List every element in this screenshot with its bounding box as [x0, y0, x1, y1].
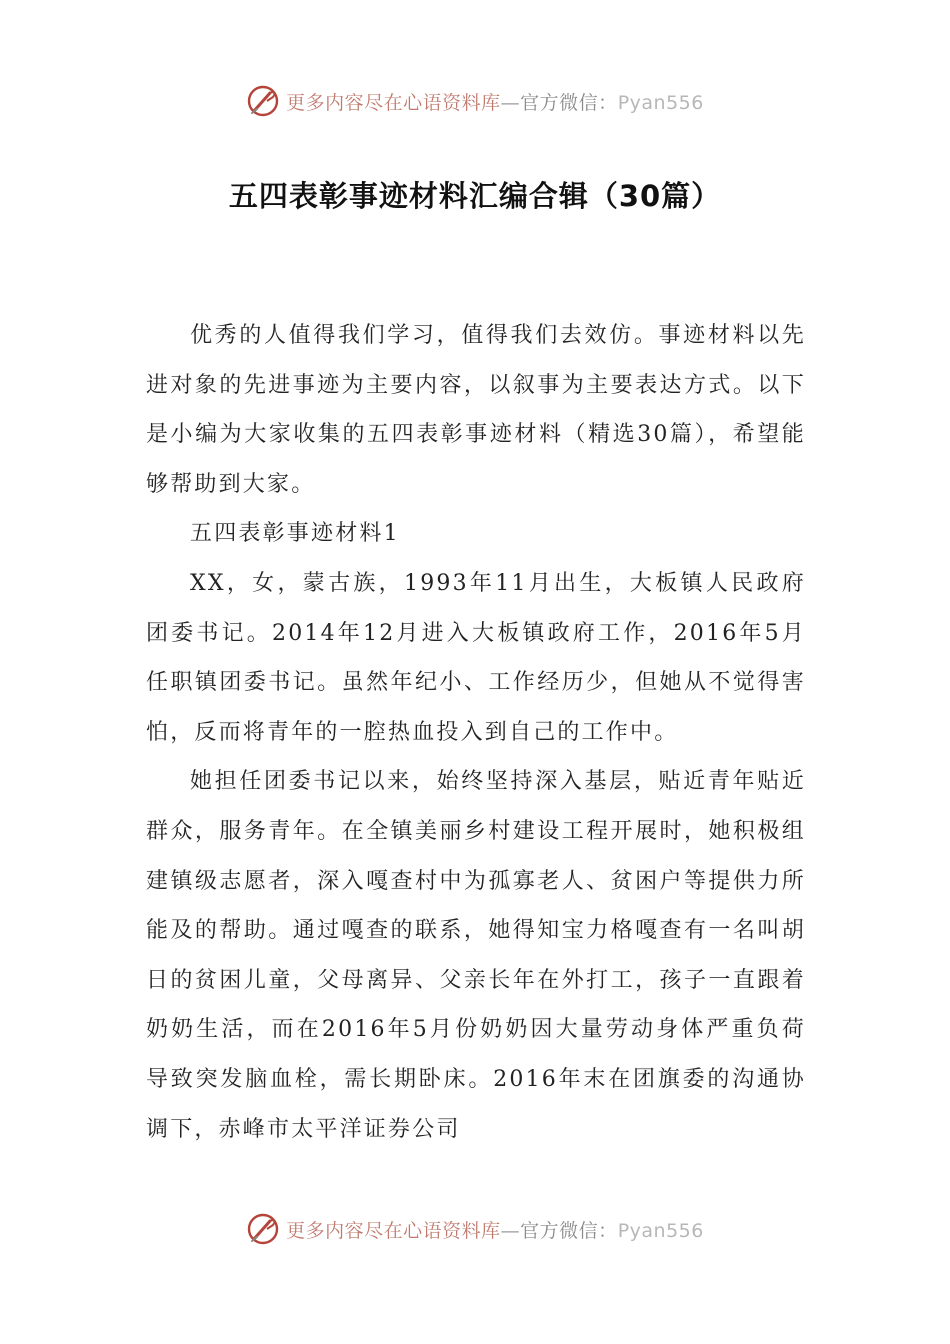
banner-wechat-label: 官方微信：: [520, 91, 618, 114]
document-body: [146, 311, 806, 1154]
banner-dash: —: [500, 91, 521, 114]
quill-logo-icon: [246, 1212, 280, 1246]
header-banner-text: [286, 88, 704, 115]
paragraph: XX，女，蒙古族，1993年11月出生，大板镇人民政府团委书记。2014年12月进入大板镇政府工作，2016年5月任职镇团委书记。虽然年纪小、工作经历少，但她从不觉得害怕，反而将青年的一腔热血投入到自己的工作中。: [146, 570, 806, 745]
paragraph-intro: 优秀的人值得我们学习，值得我们去效仿。事迹材料以先进对象的先进事迹为主要内容，以叙事为主要表达方式。以下是小编为大家收集的五四表彰事迹材料（精选30篇），希望能够帮助到大家。: [146, 323, 806, 497]
footer-banner-text: [286, 1216, 704, 1243]
banner-account: Pyan556: [617, 1219, 704, 1242]
document-title: 五四表彰事迹材料汇编合辑（30篇）: [228, 179, 722, 213]
paragraph: 她担任团委书记以来，始终坚持深入基层，贴近青年贴近群众，服务青年。在全镇美丽乡村建设工程开展时，她积极组建镇级志愿者，深入嘎查村中为孤寡老人、贫困户等提供力所能及的帮助。通过嘎查的联系，她得知宝力格嘎查有一名叫胡日的贫困儿童，父母离异、父亲长年在外打工，孩子一直跟着奶奶生活，而在2016年5月份奶奶因大量劳动身体严重负荷导致突发脑血栓，需长期卧床。2016年末在团旗委的沟通协调下，赤峰市太平洋证券公司: [146, 769, 806, 1142]
quill-logo-icon: [246, 84, 280, 118]
section-heading: 五四表彰事迹材料1: [190, 521, 400, 547]
banner-wechat-label: 官方微信：: [520, 1219, 618, 1242]
banner-site-name: 更多内容尽在心语资料库: [286, 1219, 501, 1242]
footer-banner: [0, 1212, 950, 1246]
banner-site-name: 更多内容尽在心语资料库: [286, 91, 501, 114]
banner-account: Pyan556: [617, 91, 704, 114]
header-banner: [0, 84, 950, 118]
banner-dash: —: [500, 1219, 521, 1242]
